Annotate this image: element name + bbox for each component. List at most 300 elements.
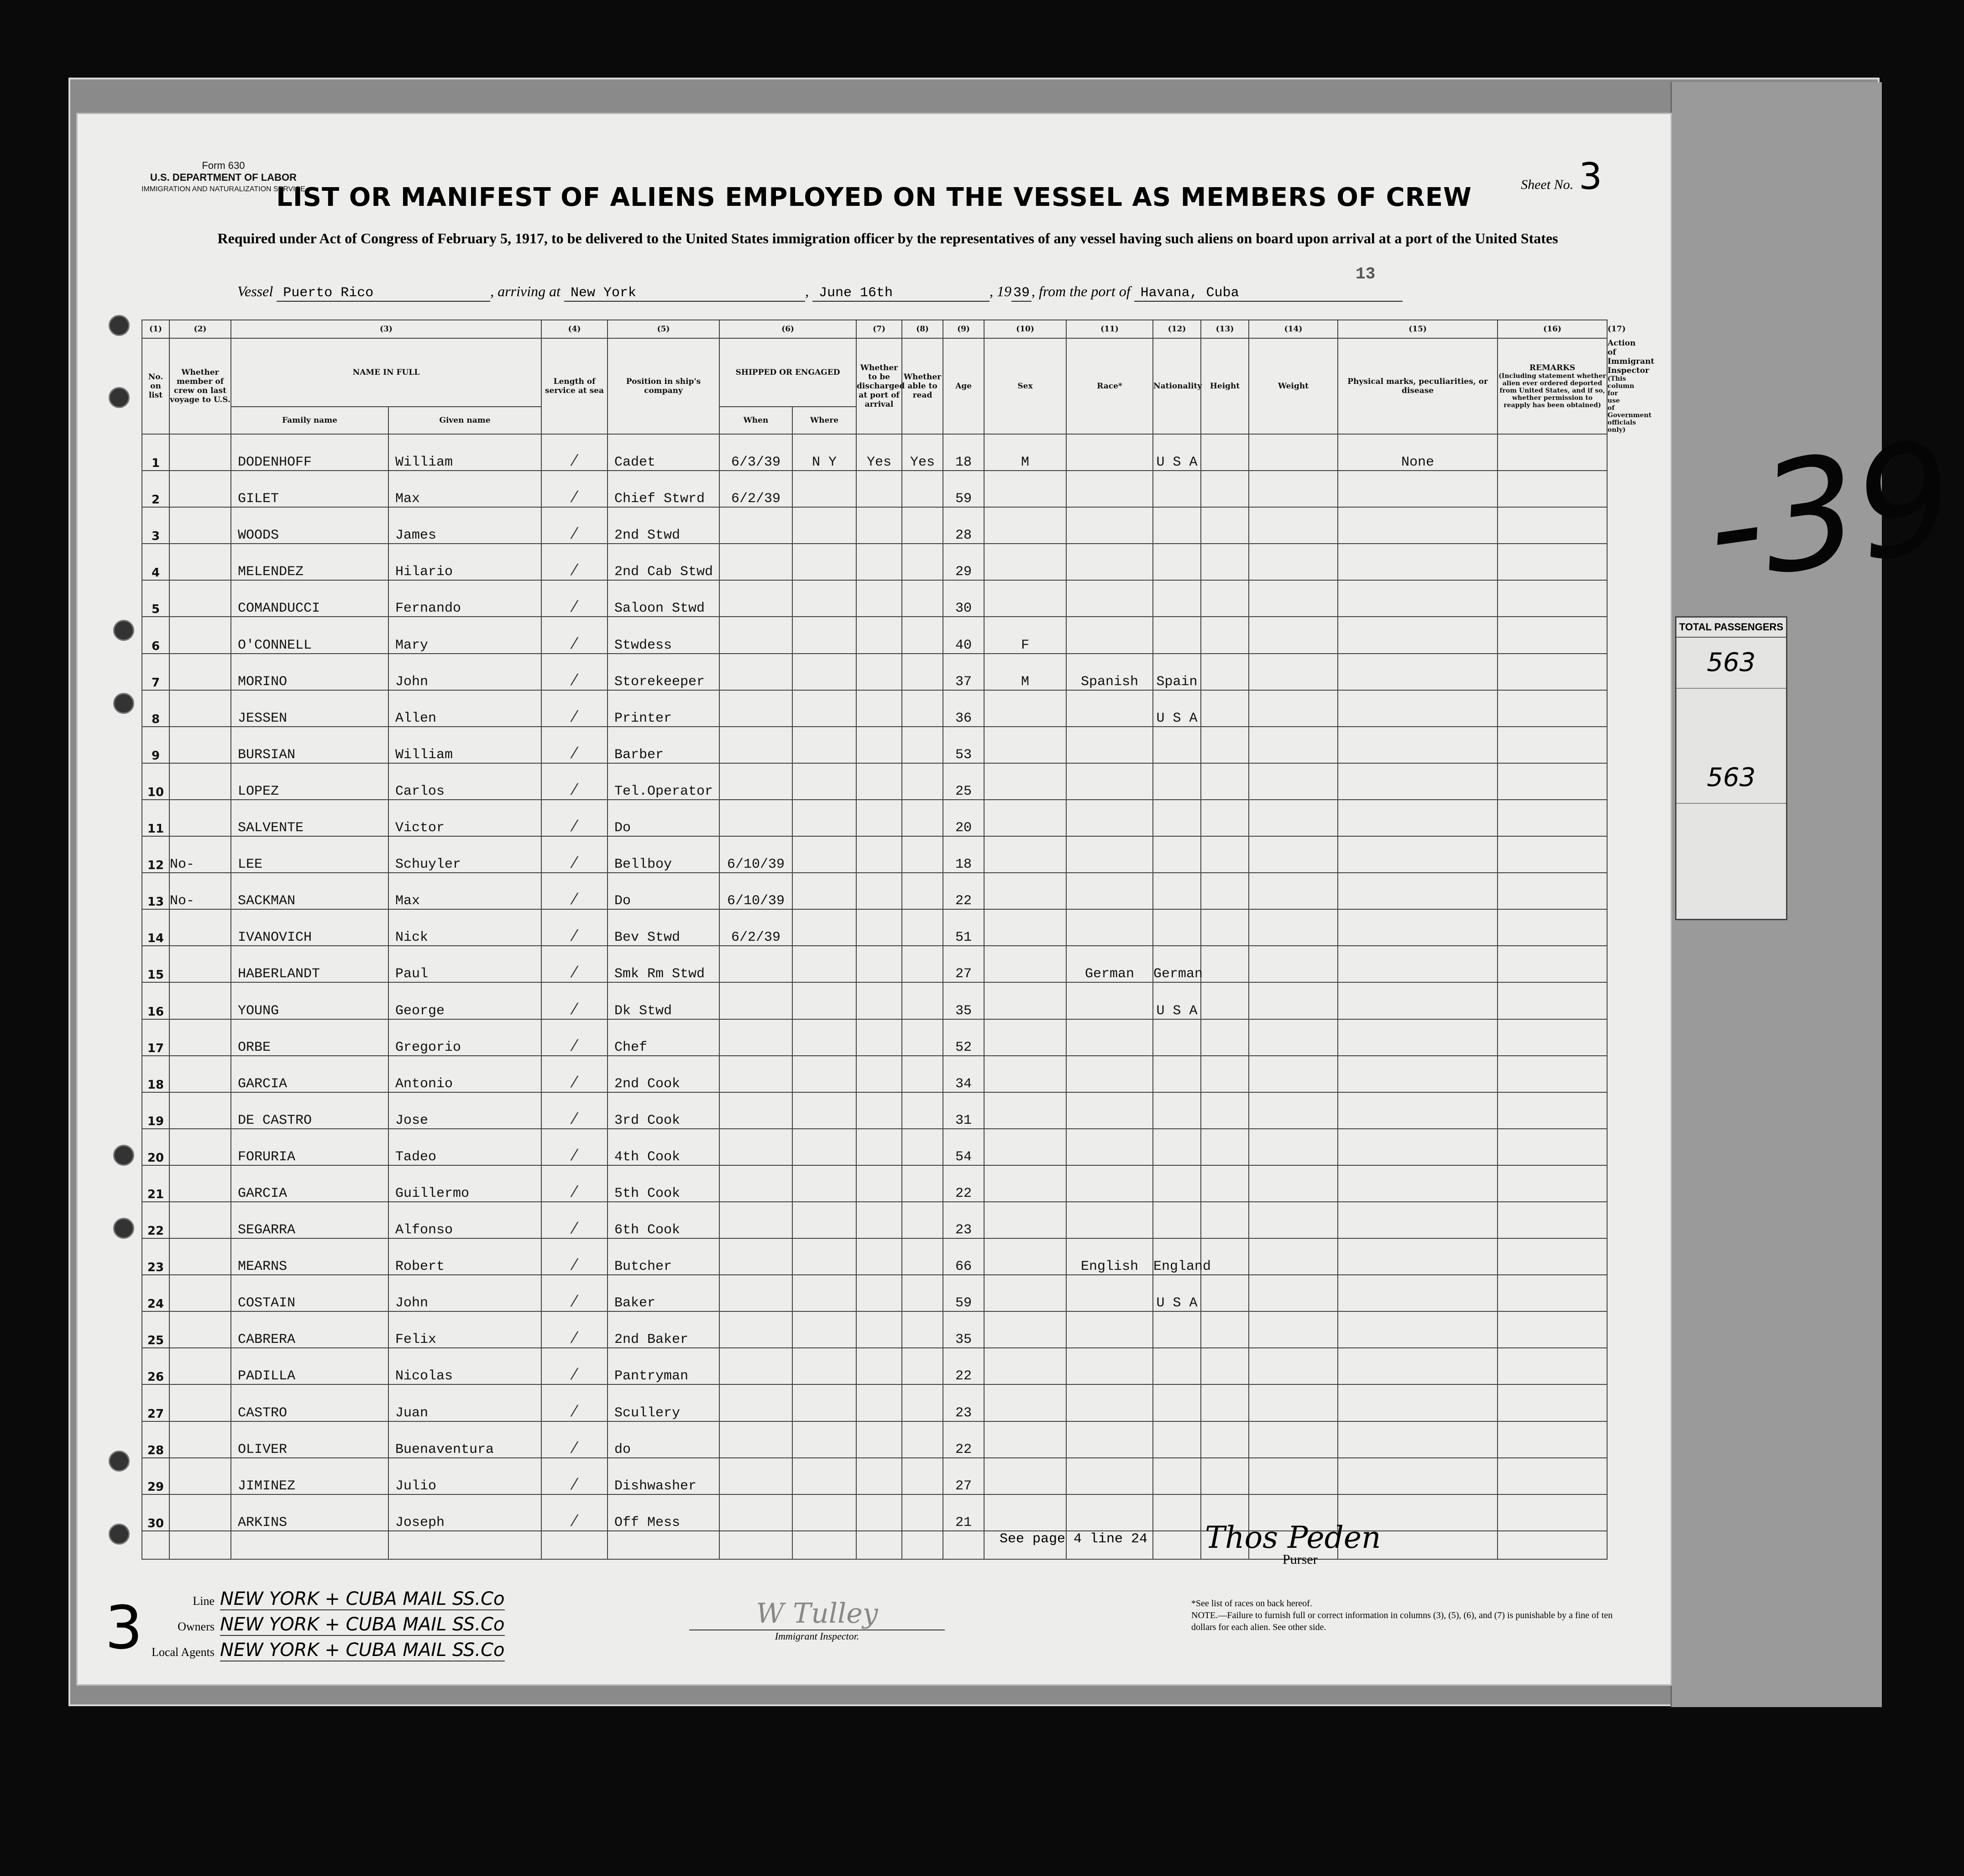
given-name: Mary <box>388 617 541 653</box>
position: Storekeeper <box>608 654 719 690</box>
length-of-service: ⁄ <box>541 1348 608 1384</box>
sex <box>984 1494 1066 1531</box>
discharged <box>856 1384 902 1421</box>
physical-marks <box>1338 1421 1498 1458</box>
position: Tel.Operator <box>608 763 719 800</box>
table-row <box>142 1238 1607 1275</box>
family-name: COMANDUCCI <box>231 580 388 617</box>
service: IMMIGRATION AND NATURALIZATION SERVICE <box>141 185 305 193</box>
height <box>1201 1311 1249 1348</box>
discharged <box>856 1202 902 1238</box>
shipped-where <box>792 763 856 800</box>
length-of-service: ⁄ <box>541 690 608 727</box>
height <box>1201 1129 1249 1165</box>
given-name: William <box>388 434 541 471</box>
col-length-service: Length of service at sea <box>541 338 608 434</box>
length-of-service: ⁄ <box>541 1384 608 1421</box>
shipped-when <box>719 507 792 544</box>
remarks <box>1498 617 1607 653</box>
weight <box>1249 1421 1338 1458</box>
sex <box>984 982 1066 1019</box>
physical-marks <box>1338 1165 1498 1202</box>
shipped-where <box>792 727 856 763</box>
race <box>1066 471 1153 507</box>
length-of-service: ⁄ <box>541 1019 608 1056</box>
family-name: CABRERA <box>231 1311 388 1348</box>
owners-value: NEW YORK + CUBA MAIL SS.Co <box>220 1614 505 1635</box>
shipped-where <box>792 617 856 653</box>
given-name: Hilario <box>388 544 541 580</box>
prior-voyage <box>169 1056 231 1092</box>
col-where: Where <box>792 407 856 434</box>
col-shipped: SHIPPED OR ENGAGED <box>719 338 856 407</box>
length-of-service: ⁄ <box>541 544 608 580</box>
physical-marks <box>1338 800 1498 836</box>
weight <box>1249 727 1338 763</box>
row-number: 6 <box>142 617 169 653</box>
race <box>1066 1019 1153 1056</box>
height <box>1201 800 1249 836</box>
nationality: England <box>1153 1238 1201 1275</box>
position: 2nd Stwd <box>608 507 719 544</box>
nationality <box>1153 544 1201 580</box>
shipped-where <box>792 1165 856 1202</box>
position: 6th Cook <box>608 1202 719 1238</box>
weight <box>1249 507 1338 544</box>
height <box>1201 1056 1249 1092</box>
nationality <box>1153 1165 1201 1202</box>
sex <box>984 1165 1066 1202</box>
shipped-when <box>719 1421 792 1458</box>
age: 20 <box>943 800 984 836</box>
given-name: Carlos <box>388 763 541 800</box>
length-of-service: ⁄ <box>541 1458 608 1494</box>
shipped-when <box>719 1458 792 1494</box>
table-row <box>142 617 1607 653</box>
nationality: U S A <box>1153 1275 1201 1311</box>
prior-voyage <box>169 1202 231 1238</box>
age: 23 <box>943 1384 984 1421</box>
prior-voyage <box>169 1494 231 1531</box>
table-row <box>142 1421 1607 1458</box>
shipped-where <box>792 1202 856 1238</box>
family-name: DODENHOFF <box>231 434 388 471</box>
family-name: JESSEN <box>231 690 388 727</box>
table-row <box>142 1056 1607 1092</box>
sex <box>984 471 1066 507</box>
prior-voyage <box>169 1458 231 1494</box>
able-to-read <box>902 909 943 946</box>
race <box>1066 1348 1153 1384</box>
table-row <box>142 1494 1607 1531</box>
remarks <box>1498 1019 1607 1056</box>
prior-voyage <box>169 1348 231 1384</box>
family-name: GARCIA <box>231 1056 388 1092</box>
shipped-when <box>719 982 792 1019</box>
col-race: Race* <box>1066 338 1153 434</box>
table-header: (1) (2) (3) (4) (5) (6) (7) (8) (9) (10) (11) (12) (13) (14) (15) (16) (17) No. on list Whether member of crew on last voyage to U.S. NAME IN FULL Length of service at sea Position in ship's company SHIPPED OR ENGAGED Whether to be discharged at port of arrival Whether able to read Age Sex Race* Nationality Height Weight Physical marks, peculiarities, or disease REMARKS (Including statement whether alien ever ordered deported from United States, and if so, whether permission to reapply has been obtained) Action of Immigrant Inspector (This column for use of Government officials only) Family name Given name When Where <box>142 320 1607 434</box>
purser-signature: Thos Peden <box>1205 1520 1381 1555</box>
physical-marks <box>1338 1092 1498 1129</box>
row-number: 25 <box>142 1311 169 1348</box>
line-value: NEW YORK + CUBA MAIL SS.Co <box>220 1588 505 1609</box>
shipped-when: 6/3/39 <box>719 434 792 471</box>
family-name: O'CONNELL <box>231 617 388 653</box>
binder-hole <box>109 387 130 408</box>
discharged <box>856 1494 902 1531</box>
discharged <box>856 836 902 873</box>
discharged <box>856 471 902 507</box>
position: Bellboy <box>608 836 719 873</box>
port-arrival: New York <box>564 285 805 302</box>
discharged <box>856 1348 902 1384</box>
physical-marks <box>1338 1384 1498 1421</box>
col-remarks: REMARKS (Including statement whether alien ever ordered deported from United States, and if so, whether permission to reapply has been obtained) <box>1498 338 1607 434</box>
footer-notes <box>1191 1598 1629 1633</box>
row-number: 1 <box>142 434 169 471</box>
height <box>1201 1275 1249 1311</box>
weight <box>1249 471 1338 507</box>
age: 40 <box>943 617 984 653</box>
age: 18 <box>943 434 984 471</box>
race <box>1066 873 1153 909</box>
nationality <box>1153 909 1201 946</box>
row-number: 23 <box>142 1238 169 1275</box>
document-title: LIST OR MANIFEST OF ALIENS EMPLOYED ON THE VESSEL AS MEMBERS OF CREW <box>276 183 1472 212</box>
row-number: 12 <box>142 836 169 873</box>
shipped-where <box>792 1056 856 1092</box>
able-to-read <box>902 763 943 800</box>
family-name: IVANOVICH <box>231 909 388 946</box>
remarks <box>1498 434 1607 471</box>
department: U.S. DEPARTMENT OF LABOR <box>150 172 297 183</box>
table-row <box>142 982 1607 1019</box>
col-age: Age <box>943 338 984 434</box>
weight <box>1249 1238 1338 1275</box>
given-name: Gregorio <box>388 1019 541 1056</box>
shipped-when <box>719 1129 792 1165</box>
family-name: ARKINS <box>231 1494 388 1531</box>
prior-voyage <box>169 617 231 653</box>
discharged <box>856 507 902 544</box>
binder-hole <box>109 1524 130 1545</box>
footer-company-info <box>132 1588 505 1665</box>
family-name: PADILLA <box>231 1348 388 1384</box>
sheet-label: Sheet No. <box>1521 177 1574 192</box>
given-name: Guillermo <box>388 1165 541 1202</box>
family-name: COSTAIN <box>231 1275 388 1311</box>
race <box>1066 1202 1153 1238</box>
length-of-service: ⁄ <box>541 1238 608 1275</box>
family-name: GILET <box>231 471 388 507</box>
able-to-read <box>902 1348 943 1384</box>
able-to-read <box>902 654 943 690</box>
weight <box>1249 982 1338 1019</box>
height <box>1201 763 1249 800</box>
table-row <box>142 1019 1607 1056</box>
remarks <box>1498 1311 1607 1348</box>
remarks <box>1498 982 1607 1019</box>
sex <box>984 1275 1066 1311</box>
discharged <box>856 909 902 946</box>
row-number: 17 <box>142 1019 169 1056</box>
table-body <box>142 434 1607 1559</box>
table-row <box>142 690 1607 727</box>
position: Smk Rm Stwd <box>608 946 719 982</box>
shipped-where <box>792 909 856 946</box>
nationality: Spain <box>1153 654 1201 690</box>
shipped-when <box>719 946 792 982</box>
family-name: LOPEZ <box>231 763 388 800</box>
col-physical-marks: Physical marks, peculiarities, or disease <box>1338 338 1498 434</box>
age: 35 <box>943 982 984 1019</box>
given-name: Buenaventura <box>388 1421 541 1458</box>
sex <box>984 727 1066 763</box>
voyage-line: Vessel Puerto Rico , arriving at New York , June 16th , 19 39 , from the port of Havana, Cuba <box>237 283 1403 302</box>
nationality <box>1153 1348 1201 1384</box>
family-name: MELENDEZ <box>231 544 388 580</box>
sex <box>984 800 1066 836</box>
able-to-read <box>902 873 943 909</box>
remarks <box>1498 690 1607 727</box>
age: 52 <box>943 1019 984 1056</box>
height <box>1201 1019 1249 1056</box>
family-name: HABERLANDT <box>231 946 388 982</box>
discharged <box>856 1421 902 1458</box>
see-page-note: See page 4 line 24 <box>1000 1531 1148 1547</box>
remarks <box>1498 471 1607 507</box>
length-of-service: ⁄ <box>541 836 608 873</box>
weight <box>1249 1056 1338 1092</box>
col-name: NAME IN FULL <box>231 338 541 407</box>
height <box>1201 1384 1249 1421</box>
nationality: German <box>1153 946 1201 982</box>
remarks <box>1498 727 1607 763</box>
binder-hole <box>113 693 134 714</box>
race <box>1066 434 1153 471</box>
discharged <box>856 982 902 1019</box>
binder-hole <box>109 315 130 336</box>
col-no: No. on list <box>142 338 169 434</box>
able-to-read <box>902 1129 943 1165</box>
nationality <box>1153 1019 1201 1056</box>
prior-voyage <box>169 909 231 946</box>
prior-voyage <box>169 1384 231 1421</box>
row-number: 24 <box>142 1275 169 1311</box>
sex <box>984 1238 1066 1275</box>
race: German <box>1066 946 1153 982</box>
table-row <box>142 507 1607 544</box>
position: Cadet <box>608 434 719 471</box>
col-sex: Sex <box>984 338 1066 434</box>
remarks <box>1498 873 1607 909</box>
position: do <box>608 1421 719 1458</box>
age: 31 <box>943 1092 984 1129</box>
discharged <box>856 544 902 580</box>
shipped-when <box>719 1092 792 1129</box>
nationality <box>1153 836 1201 873</box>
form-number: Form 630 <box>202 160 245 171</box>
large-numeral: 3 <box>105 1593 143 1662</box>
shipped-where: N Y <box>792 434 856 471</box>
given-name: Allen <box>388 690 541 727</box>
given-name: George <box>388 982 541 1019</box>
given-name: Joseph <box>388 1494 541 1531</box>
able-to-read <box>902 617 943 653</box>
inspector-signature: W Tulley <box>756 1598 878 1630</box>
physical-marks <box>1338 1238 1498 1275</box>
family-name: MORINO <box>231 654 388 690</box>
shipped-when <box>719 1311 792 1348</box>
table-row <box>142 873 1607 909</box>
physical-marks <box>1338 909 1498 946</box>
weight <box>1249 1275 1338 1311</box>
age: 23 <box>943 1202 984 1238</box>
document-subtitle: Required under Act of Congress of February 5, 1917, to be delivered to the United States immigration officer by the representatives of any vessel having such aliens on board upon arrival at a port of the United States <box>217 230 1558 246</box>
shipped-where <box>792 1311 856 1348</box>
able-to-read <box>902 1019 943 1056</box>
age: 53 <box>943 727 984 763</box>
discharged <box>856 763 902 800</box>
discharged <box>856 580 902 617</box>
remarks <box>1498 1421 1607 1458</box>
shipped-where <box>792 1458 856 1494</box>
prior-voyage <box>169 1019 231 1056</box>
family-name: BURSIAN <box>231 727 388 763</box>
margin-number: -39 <box>1696 408 1964 616</box>
race <box>1066 690 1153 727</box>
shipped-where <box>792 982 856 1019</box>
height <box>1201 1202 1249 1238</box>
purser-signature-block <box>1205 1520 1381 1567</box>
race <box>1066 909 1153 946</box>
given-name: Antonio <box>388 1056 541 1092</box>
position: 5th Cook <box>608 1165 719 1202</box>
row-number: 20 <box>142 1129 169 1165</box>
discharged <box>856 1311 902 1348</box>
race <box>1066 1056 1153 1092</box>
row-number: 2 <box>142 471 169 507</box>
position: Printer <box>608 690 719 727</box>
physical-marks <box>1338 690 1498 727</box>
discharged: Yes <box>856 434 902 471</box>
weight <box>1249 909 1338 946</box>
shipped-where <box>792 1384 856 1421</box>
stamp-number: 13 <box>1356 265 1376 283</box>
family-name: FORURIA <box>231 1129 388 1165</box>
col-weight: Weight <box>1249 338 1338 434</box>
age: 27 <box>943 946 984 982</box>
length-of-service: ⁄ <box>541 1275 608 1311</box>
nationality <box>1153 1421 1201 1458</box>
nationality: U S A <box>1153 690 1201 727</box>
remarks <box>1498 654 1607 690</box>
shipped-when <box>719 1019 792 1056</box>
given-name: Max <box>388 471 541 507</box>
col-nationality: Nationality <box>1153 338 1201 434</box>
prior-voyage: No- <box>169 873 231 909</box>
discharged <box>856 873 902 909</box>
able-to-read <box>902 1458 943 1494</box>
given-name: John <box>388 654 541 690</box>
weight <box>1249 1202 1338 1238</box>
given-name: John <box>388 1275 541 1311</box>
year-prefix: 19 <box>996 283 1011 299</box>
family-name: ORBE <box>231 1019 388 1056</box>
height <box>1201 909 1249 946</box>
able-to-read <box>902 1275 943 1311</box>
arriving-label: arriving at <box>498 283 560 299</box>
sex <box>984 909 1066 946</box>
race <box>1066 1421 1153 1458</box>
prior-voyage <box>169 1165 231 1202</box>
remarks <box>1498 544 1607 580</box>
table-row <box>142 727 1607 763</box>
given-name: Victor <box>388 800 541 836</box>
position: 2nd Cook <box>608 1056 719 1092</box>
age: 22 <box>943 1165 984 1202</box>
age: 27 <box>943 1458 984 1494</box>
height <box>1201 1348 1249 1384</box>
table-row <box>142 763 1607 800</box>
row-number: 19 <box>142 1092 169 1129</box>
nationality <box>1153 1458 1201 1494</box>
nationality <box>1153 1311 1201 1348</box>
position: 2nd Cab Stwd <box>608 544 719 580</box>
physical-marks <box>1338 1311 1498 1348</box>
row-number: 21 <box>142 1165 169 1202</box>
table-row <box>142 946 1607 982</box>
col-given-name: Given name <box>388 407 541 434</box>
prior-voyage <box>169 471 231 507</box>
height <box>1201 873 1249 909</box>
age: 59 <box>943 471 984 507</box>
length-of-service: ⁄ <box>541 800 608 836</box>
position: Chief Stwrd <box>608 471 719 507</box>
given-name: Nicolas <box>388 1348 541 1384</box>
height <box>1201 1458 1249 1494</box>
weight <box>1249 1311 1338 1348</box>
length-of-service: ⁄ <box>541 946 608 982</box>
nationality <box>1153 763 1201 800</box>
binder-hole <box>113 1145 134 1166</box>
position: Stwdess <box>608 617 719 653</box>
height <box>1201 1165 1249 1202</box>
family-name: SACKMAN <box>231 873 388 909</box>
age: 29 <box>943 544 984 580</box>
shipped-when: 6/10/39 <box>719 873 792 909</box>
weight <box>1249 1458 1338 1494</box>
sex <box>984 507 1066 544</box>
given-name: Schuyler <box>388 836 541 873</box>
prior-voyage <box>169 800 231 836</box>
table-row <box>142 1458 1607 1494</box>
sex: M <box>984 434 1066 471</box>
shipped-when <box>719 580 792 617</box>
race <box>1066 1458 1153 1494</box>
shipped-when <box>719 1348 792 1384</box>
race <box>1066 507 1153 544</box>
length-of-service: ⁄ <box>541 909 608 946</box>
shipped-where <box>792 1494 856 1531</box>
fine-note: NOTE.—Failure to furnish full or correct information in columns (3), (5), (6), and (7) is punishable by a fine of ten dollars for each alien. See other side. <box>1191 1610 1613 1632</box>
total-passengers-box <box>1675 616 1787 920</box>
able-to-read <box>902 836 943 873</box>
length-of-service: ⁄ <box>541 982 608 1019</box>
row-number: 4 <box>142 544 169 580</box>
length-of-service: ⁄ <box>541 1494 608 1531</box>
given-name: James <box>388 507 541 544</box>
